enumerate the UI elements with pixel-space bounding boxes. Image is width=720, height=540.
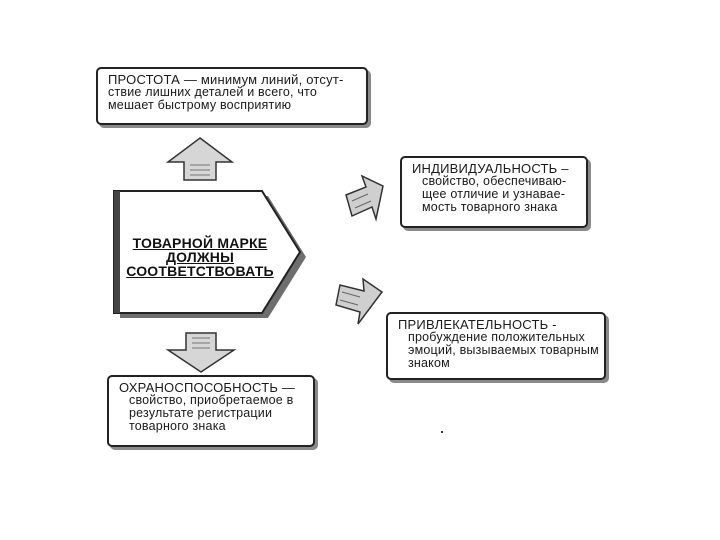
individuality-text-line: свойство, обеспечиваю-: [422, 174, 567, 188]
stray-dot: [441, 431, 443, 433]
up-arrow: [168, 138, 232, 180]
attractiveness-text-line: ПРИВЛЕКАТЕЛЬНОСТЬ -: [398, 317, 557, 332]
lower-right-arrow: [336, 279, 382, 324]
center-label-line: ДОЛЖНЫ: [165, 249, 234, 265]
attractiveness-text-line: знаком: [408, 356, 450, 370]
attractiveness-text-line: эмоций, вызываемых товарным: [408, 343, 599, 357]
center-label: [120, 236, 280, 278]
simplicity-box: [96, 67, 368, 125]
protectability-text-line: свойство, приобретаемое в: [129, 393, 294, 407]
simplicity-text-line: ПРОСТОТА — минимум линий, отсут-: [108, 72, 344, 87]
individuality-text-line: мость товарного знака: [422, 200, 558, 214]
attractiveness-text-line: пробуждение положительных: [408, 330, 585, 344]
center-label-line: СООТВЕТСТВОВАТЬ: [126, 263, 274, 279]
individuality-box: [400, 156, 588, 228]
upper-right-arrow: [346, 176, 383, 219]
protectability-text-line: товарного знака: [129, 419, 226, 433]
protectability-text-line: ОХРАНОСПОСОБНОСТЬ —: [119, 380, 296, 395]
protectability-text-line: результате регистрации: [129, 406, 273, 420]
individuality-text-line: щее отличие и узнавае-: [422, 187, 566, 201]
attractiveness-box: [386, 312, 606, 380]
individuality-text-line: ИНДИВИДУАЛЬНОСТЬ –: [412, 161, 569, 176]
protectability-box: [107, 375, 315, 447]
down-arrow: [168, 333, 234, 372]
simplicity-text-line: ствие лишних деталей и всего, что: [108, 85, 317, 99]
center-label-line: ТОВАРНОЙ МАРКЕ: [132, 235, 268, 251]
simplicity-text-line: мешает быстрому восприятию: [108, 98, 292, 112]
